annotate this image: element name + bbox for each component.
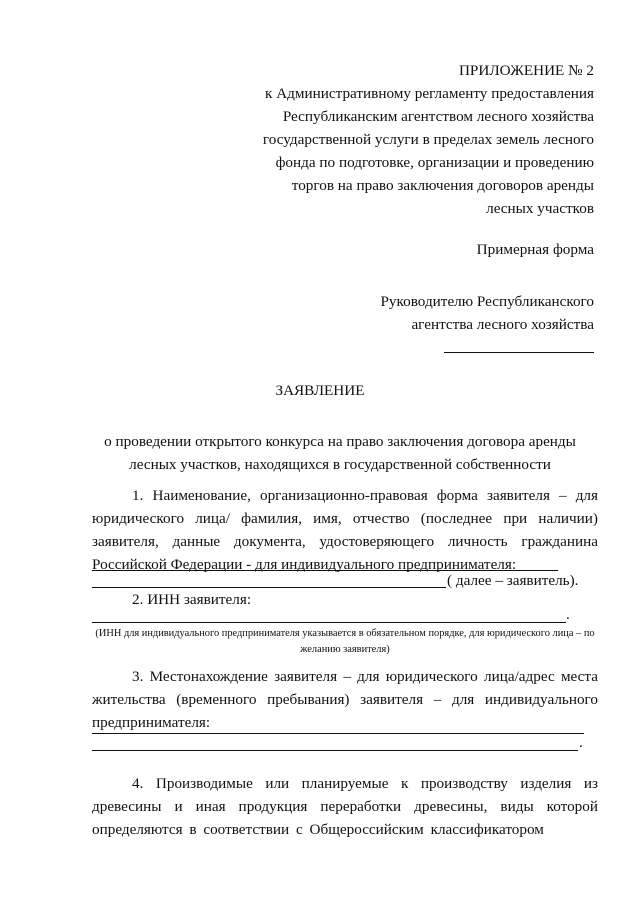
sample-form-label: Примерная форма [476,241,594,258]
addressee-block [380,290,594,360]
section-1-text: 1. Наименование, организационно-правовая форма заявителя – для юридического лица/ фамилия, имя, отчество (последнее при наличии) заявителя, данные документа, удостоверяющего личность гражданина Российской Федерации - для индивидуального предпринимателя: [92,487,598,573]
applicant-suffix: ( далее – заявитель). [447,572,579,589]
appendix-line: Республиканским агентством лесного хозяйства [282,108,594,125]
address-field[interactable] [92,750,578,751]
appendix-number: ПРИЛОЖЕНИЕ № 2 [458,62,594,79]
addressee-line: Руководителю Республиканского [380,293,594,310]
appendix-line: фонда по подготовке, организации и проведению [275,154,594,171]
document-title: ЗАЯВЛЕНИЕ [275,382,365,399]
section-3-text: 3. Местонахождение заявителя – для юридического лица/адрес места жительства (временного пребывания) заявителя – для индивидуального предпринимателя: [92,668,598,731]
addressee-name-field[interactable] [444,338,594,353]
section-4-text: 4. Производимые или планируемые к производству изделия из древесины и иная продукция переработки древесины, виды которой определяются в соответствии с Общероссийским классификатором [92,775,598,838]
inn-end-mark: . [566,606,570,623]
subtitle-line: о проведении открытого конкурса на право заключения договора аренды [104,433,576,450]
inn-field[interactable] [92,622,566,623]
appendix-line: лесных участков [486,200,594,217]
address-end-mark: . [579,734,583,751]
appendix-line: к Административному регламенту предоставления [265,85,594,102]
appendix-line: торгов на право заключения договоров аренды [291,177,594,194]
address-field[interactable] [92,733,584,734]
document-subtitle [80,430,600,476]
subtitle-line: лесных участков, находящихся в государственной собственности [129,456,551,473]
appendix-header [263,59,594,220]
appendix-line: государственной услуги в пределах земель лесного [262,131,594,148]
section-2-label: 2. ИНН заявителя: [132,591,252,608]
inn-note: (ИНН для индивидуального предпринимателя указывается в обязательном порядке, для юридического лица – по желанию заявителя) [95,628,595,655]
addressee-line: агентства лесного хозяйства [411,316,594,333]
